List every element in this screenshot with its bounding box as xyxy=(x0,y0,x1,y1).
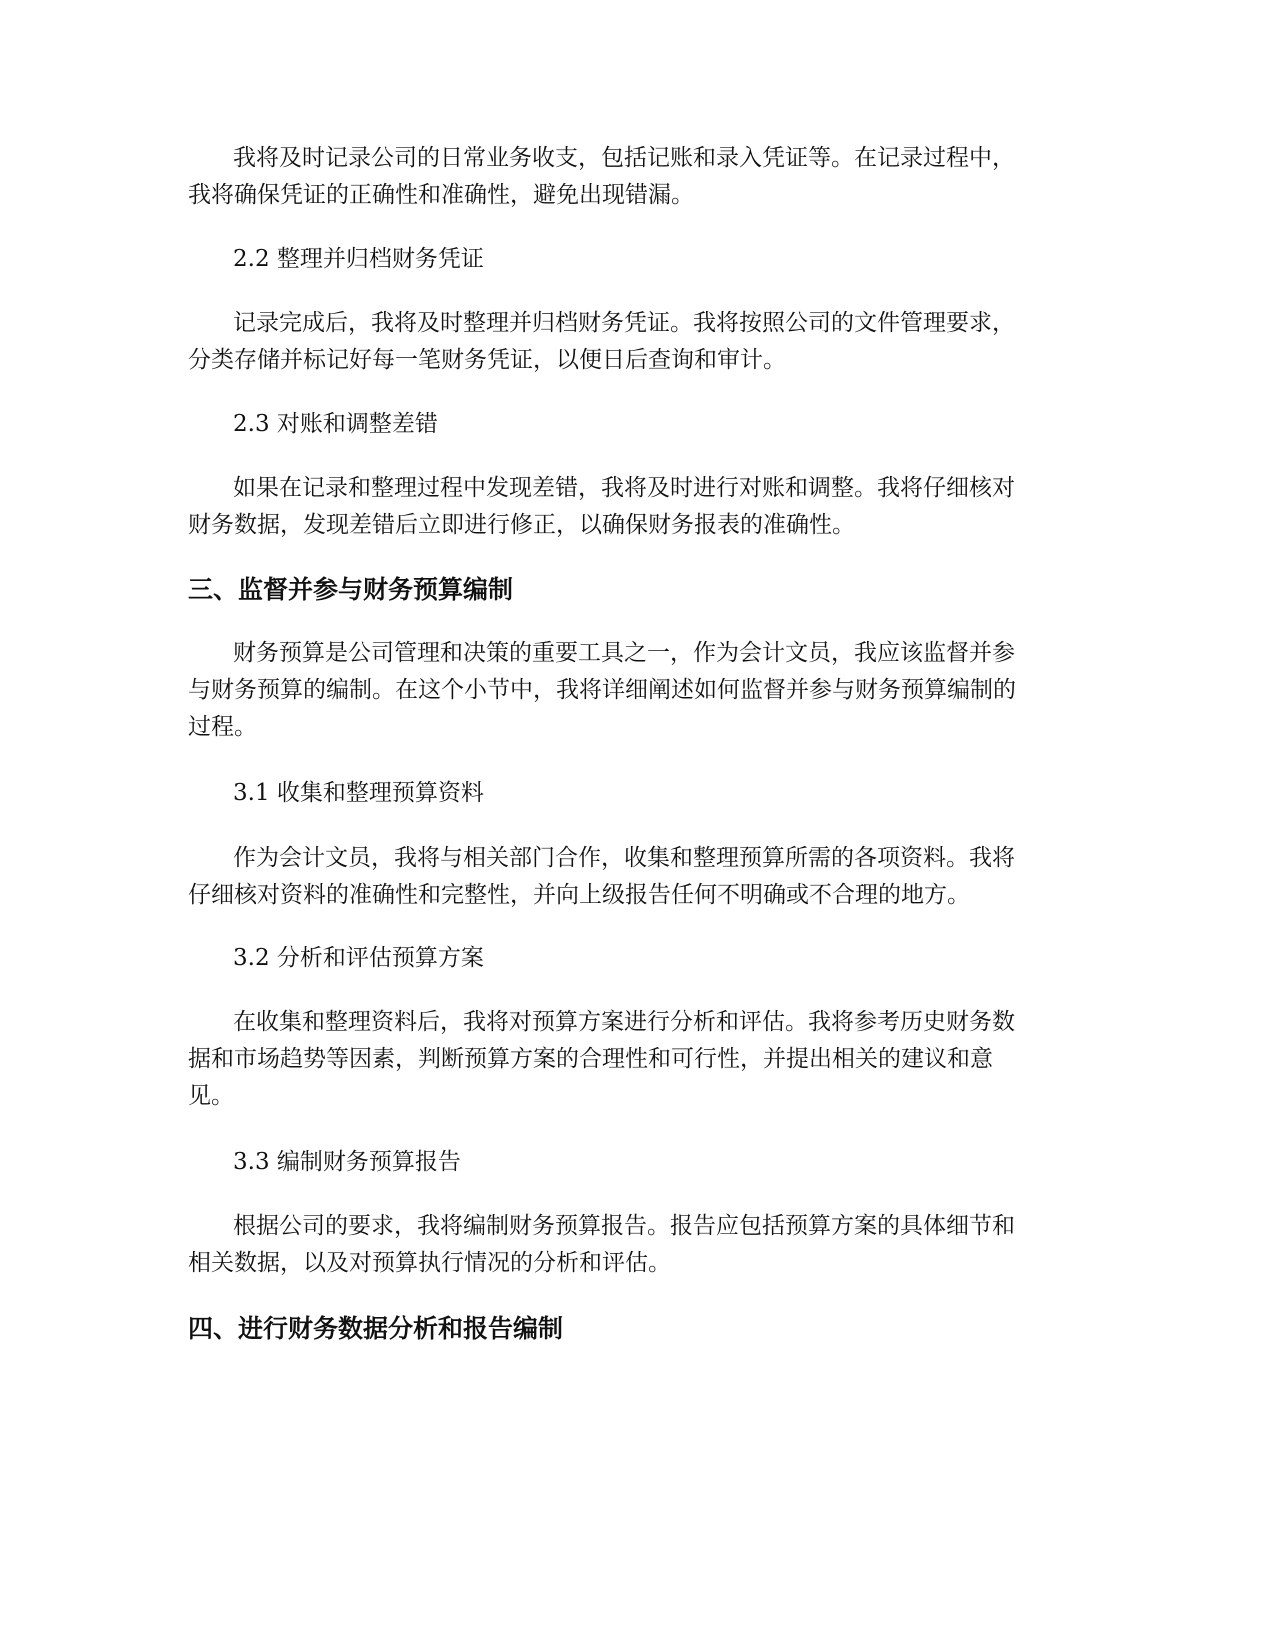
subsection-heading-3-1: 3.1 收集和整理预算资料 xyxy=(233,780,484,806)
section-heading-4: 四、进行财务数据分析和报告编制 xyxy=(188,1314,564,1343)
paragraph-line: 记录完成后，我将及时整理并归档财务凭证。我将按照公司的文件管理要求， xyxy=(233,310,1015,336)
paragraph-line: 我将及时记录公司的日常业务收支，包括记账和录入凭证等。在记录过程中， xyxy=(233,145,1015,171)
paragraph-line: 分类存储并标记好每一笔财务凭证，以便日后查询和审计。 xyxy=(188,347,786,373)
paragraph-line: 与财务预算的编制。在这个小节中，我将详细阐述如何监督并参与财务预算编制的 xyxy=(188,677,1016,703)
subsection-heading-2-3: 2.3 对账和调整差错 xyxy=(233,411,438,437)
paragraph-line: 我将确保凭证的正确性和准确性，避免出现错漏。 xyxy=(188,182,694,208)
paragraph-line: 作为会计文员，我将与相关部门合作，收集和整理预算所需的各项资料。我将 xyxy=(233,845,1015,871)
subsection-heading-2-2: 2.2 整理并归档财务凭证 xyxy=(233,246,484,272)
paragraph-line: 仔细核对资料的准确性和完整性，并向上级报告任何不明确或不合理的地方。 xyxy=(188,882,970,908)
paragraph-record-transactions xyxy=(188,140,1088,214)
paragraph-reconcile-errors xyxy=(188,470,1088,544)
paragraph-line: 相关数据，以及对预算执行情况的分析和评估。 xyxy=(188,1250,671,1276)
section-heading-3: 三、监督并参与财务预算编制 xyxy=(188,575,514,604)
paragraph-analyze-budget xyxy=(188,1004,1088,1115)
subsection-heading-3-2: 3.2 分析和评估预算方案 xyxy=(233,945,484,971)
paragraph-line: 如果在记录和整理过程中发现差错，我将及时进行对账和调整。我将仔细核对 xyxy=(233,475,1015,501)
paragraph-collect-materials xyxy=(188,840,1088,914)
paragraph-line: 财务数据，发现差错后立即进行修正，以确保财务报表的准确性。 xyxy=(188,512,855,538)
paragraph-line: 据和市场趋势等因素，判断预算方案的合理性和可行性，并提出相关的建议和意 xyxy=(188,1046,993,1072)
paragraph-budget-intro xyxy=(188,635,1088,746)
paragraph-archive-vouchers xyxy=(188,305,1088,379)
subsection-heading-3-3: 3.3 编制财务预算报告 xyxy=(233,1149,461,1175)
paragraph-line: 见。 xyxy=(188,1083,234,1109)
paragraph-budget-report xyxy=(188,1208,1088,1282)
paragraph-line: 在收集和整理资料后，我将对预算方案进行分析和评估。我将参考历史财务数 xyxy=(233,1009,1015,1035)
paragraph-line: 财务预算是公司管理和决策的重要工具之一，作为会计文员，我应该监督并参 xyxy=(233,640,1015,666)
paragraph-line: 过程。 xyxy=(188,714,257,740)
paragraph-line: 根据公司的要求，我将编制财务预算报告。报告应包括预算方案的具体细节和 xyxy=(233,1213,1015,1239)
